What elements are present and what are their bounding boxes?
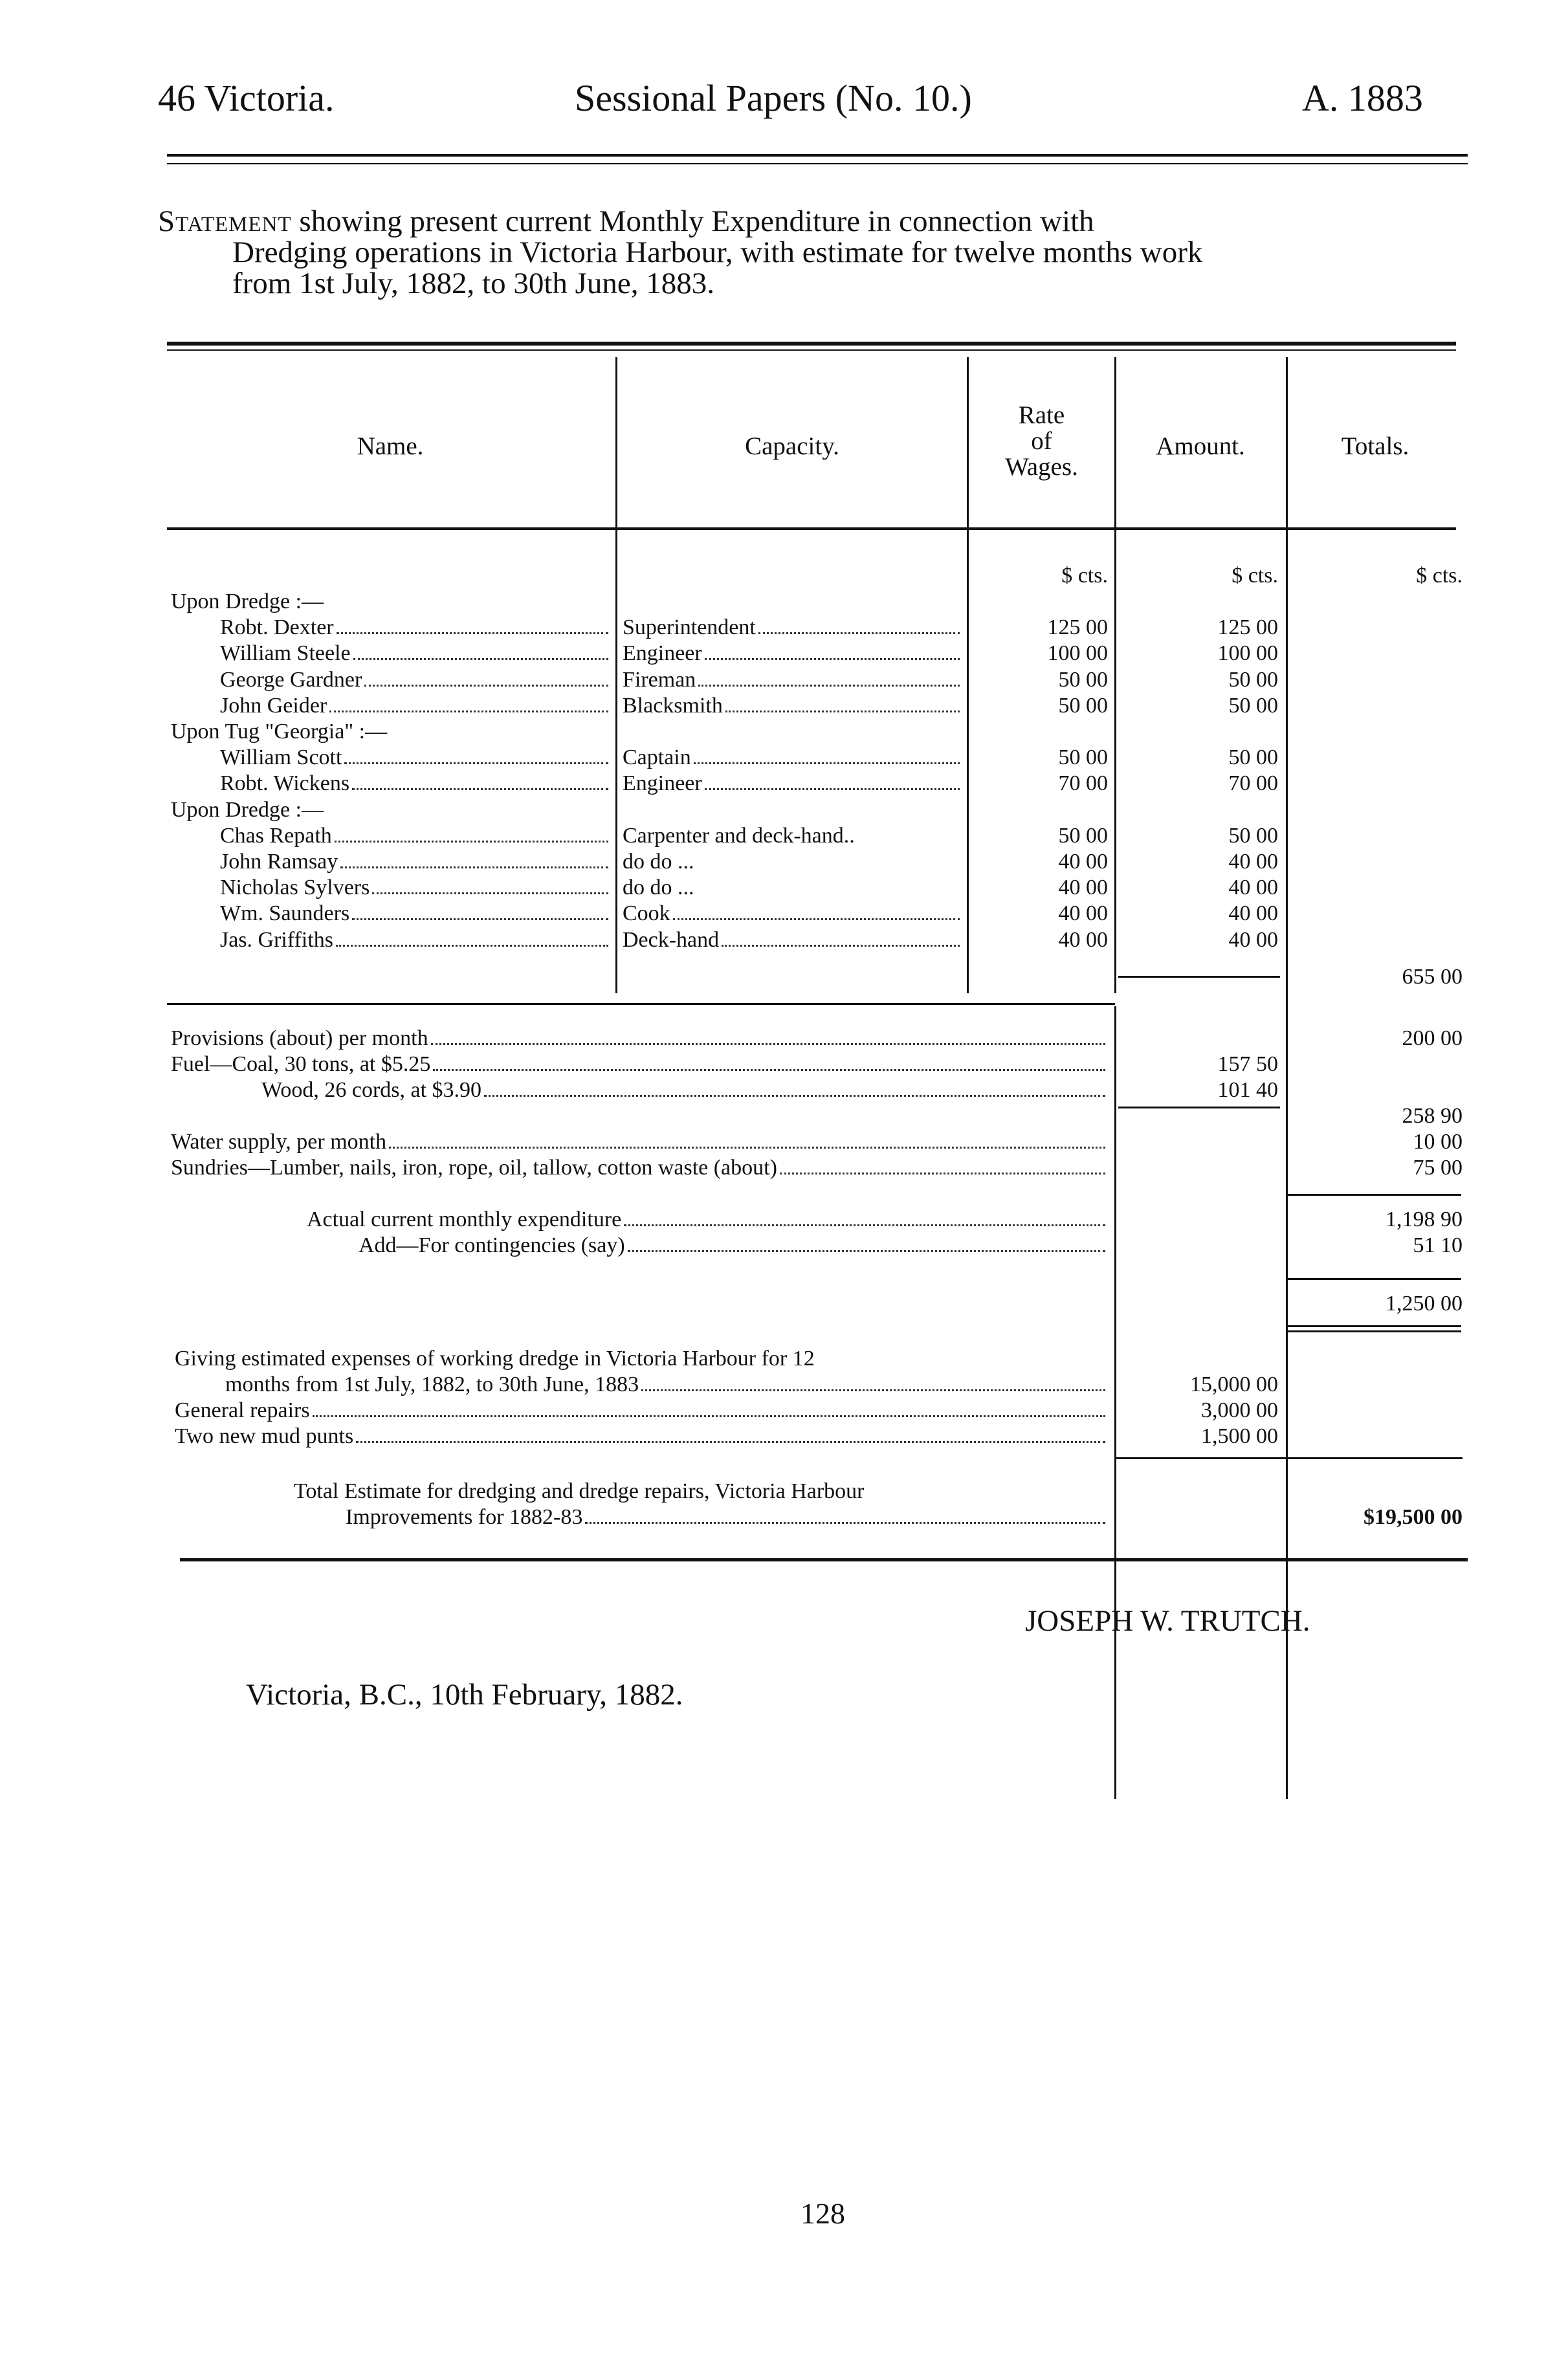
crew-section-rule [167, 1003, 1115, 1005]
crew-capacity-text: Carpenter and deck-hand.. [623, 824, 855, 848]
actual-label: Actual current monthly expenditure [307, 1207, 622, 1231]
repairs-label: General repairs [175, 1398, 310, 1422]
crew-rate-cell: 50 00 [1058, 668, 1108, 692]
totals-sub-rule-1 [1288, 1194, 1461, 1196]
crew-name-text: Nicholas Sylvers [220, 876, 370, 899]
crew-name-text: Upon Dredge :— [171, 589, 324, 613]
estimate-line2-row [225, 1372, 1108, 1398]
crew-amount-cell: 40 00 [1228, 928, 1278, 952]
crew-capacity-text: Deck-hand [623, 928, 720, 952]
crew-total: 655 00 [1402, 965, 1463, 989]
crew-amount-cell: 40 00 [1228, 850, 1278, 874]
heading-rule [167, 527, 1456, 530]
crew-amount-cell: 50 00 [1228, 824, 1278, 848]
statement-lead-word: Statement [158, 204, 292, 238]
crew-capacity-cell [623, 849, 962, 875]
signature: JOSEPH W. TRUTCH. [1025, 1604, 1310, 1638]
grand-line2-row [346, 1504, 1108, 1530]
totals-units: $ cts. [1416, 564, 1463, 588]
crew-capacity-cell [623, 771, 962, 797]
water-label: Water supply, per month [171, 1130, 387, 1154]
crew-capacity-text: do do ... [623, 876, 694, 899]
crew-rate-cell: 50 00 [1058, 745, 1108, 769]
crew-name-text: Upon Tug "Georgia" :— [171, 720, 388, 744]
crew-amount-cell: 50 00 [1228, 668, 1278, 692]
crew-group-heading [171, 797, 611, 823]
table-top-rule [167, 342, 1456, 346]
crew-rate-cell: 70 00 [1058, 771, 1108, 795]
amount-sub-rule [1118, 976, 1280, 978]
crew-capacity-text: Engineer [623, 641, 702, 665]
crew-amount-cell: 40 00 [1228, 901, 1278, 925]
statement-title [158, 206, 1459, 299]
crew-name-text: George Gardner [220, 668, 362, 692]
crew-amount-cell: 50 00 [1228, 745, 1278, 769]
crew-name-cell [220, 667, 611, 693]
col-divider-name-capacity [615, 357, 617, 993]
col-capacity-heading: Capacity. [745, 432, 839, 460]
crew-name-text: Upon Dredge :— [171, 798, 324, 822]
crew-name-text: Jas. Griffiths [220, 928, 334, 952]
col-amount-heading: Amount. [1156, 432, 1245, 460]
statement-line1: showing present current Monthly Expenditure in connection with [299, 204, 1094, 238]
crew-name-text: Wm. Saunders [220, 901, 350, 925]
crew-name-cell [220, 927, 611, 953]
header-rule [167, 154, 1468, 157]
grand-line2: Improvements for 1882-83 [346, 1505, 583, 1529]
crew-rate-cell: 40 00 [1058, 876, 1108, 899]
sundries-total: 75 00 [1413, 1156, 1463, 1180]
sundries-label: Sundries—Lumber, nails, iron, rope, oil, tallow, cotton waste (about) [171, 1156, 777, 1180]
crew-amount-cell: 100 00 [1217, 641, 1278, 665]
header-year: A. 1883 [1302, 77, 1423, 119]
header-rule-thin [167, 163, 1468, 164]
table-top-rule-thin [167, 349, 1456, 351]
crew-name-cell [220, 641, 611, 667]
fuel-wood-row [261, 1077, 1108, 1103]
page-number: 128 [801, 2197, 845, 2230]
actual-row [307, 1207, 1108, 1233]
col-divider-amount-totals [1286, 357, 1288, 1799]
fuel-coal-row [171, 1052, 1108, 1077]
col-name-heading: Name. [357, 432, 424, 460]
col-totals-heading: Totals. [1341, 432, 1409, 460]
punts-amount: 1,500 00 [1201, 1424, 1278, 1448]
crew-rate-cell: 50 00 [1058, 694, 1108, 718]
totals-double-rule-a [1288, 1325, 1461, 1327]
sundries-row [171, 1155, 1108, 1181]
crew-capacity-cell [623, 901, 962, 927]
totals-sub-rule-2 [1288, 1278, 1461, 1280]
crew-capacity-cell [623, 875, 962, 901]
estimate-line2: months from 1st July, 1882, to 30th June, 1883 [225, 1372, 639, 1396]
rate-units: $ cts. [1061, 564, 1108, 588]
table-bottom-rule [180, 1558, 1468, 1561]
crew-amount-cell: 70 00 [1228, 771, 1278, 795]
crew-name-cell [220, 901, 611, 927]
crew-name-cell [220, 771, 611, 797]
col-divider-amount-left-lower [1114, 1006, 1116, 1799]
crew-capacity-cell [623, 615, 962, 641]
header-series: Sessional Papers (No. 10.) [575, 77, 972, 119]
contingencies-label: Add—For contingencies (say) [359, 1233, 625, 1257]
fuel-total: 258 90 [1402, 1104, 1463, 1128]
col-rate-heading [969, 402, 1114, 480]
actual-total: 1,198 90 [1386, 1207, 1463, 1231]
monthly-total: 1,250 00 [1386, 1292, 1463, 1316]
crew-rate-cell: 100 00 [1047, 641, 1108, 665]
totals-double-rule-b [1288, 1330, 1461, 1332]
crew-name-text: William Scott [220, 745, 342, 769]
water-row [171, 1129, 1108, 1155]
fuel-coal-label: Fuel—Coal, 30 tons, at $5.25 [171, 1052, 431, 1076]
fuel-coal-amount: 157 50 [1217, 1052, 1278, 1076]
crew-name-cell [220, 615, 611, 641]
crew-name-text: Robt. Wickens [220, 771, 350, 795]
crew-name-cell [220, 745, 611, 771]
crew-rate-cell: 40 00 [1058, 928, 1108, 952]
fuel-sub-rule [1118, 1107, 1280, 1108]
provisions-total: 200 00 [1402, 1026, 1463, 1050]
punts-row [175, 1424, 1108, 1449]
col-rate-heading-line1: Rate [1018, 401, 1065, 429]
crew-rate-cell: 50 00 [1058, 824, 1108, 848]
crew-capacity-cell [623, 823, 962, 849]
grand-top-rule [1116, 1457, 1463, 1459]
repairs-row [175, 1398, 1108, 1424]
crew-name-cell [220, 823, 611, 849]
grand-line1: Total Estimate for dredging and dredge repairs, Victoria Harbour [294, 1479, 865, 1503]
crew-name-text: Chas Repath [220, 824, 332, 848]
fuel-wood-label: Wood, 26 cords, at $3.90 [261, 1078, 482, 1102]
place-date: Victoria, B.C., 10th February, 1882. [246, 1678, 683, 1712]
grand-total: $19,500 00 [1364, 1505, 1463, 1529]
fuel-wood-amount: 101 40 [1217, 1078, 1278, 1102]
crew-capacity-cell [623, 667, 962, 693]
crew-capacity-text: Blacksmith [623, 694, 723, 718]
statement-line2: Dredging operations in Victoria Harbour, with estimate for twelve months work [232, 236, 1203, 269]
crew-name-cell [220, 875, 611, 901]
crew-capacity-cell [623, 745, 962, 771]
statement-line3: from 1st July, 1882, to 30th June, 1883. [232, 267, 715, 300]
provisions-label: Provisions (about) per month [171, 1026, 428, 1050]
crew-rate-cell: 40 00 [1058, 901, 1108, 925]
crew-capacity-cell [623, 693, 962, 719]
punts-label: Two new mud punts [175, 1424, 354, 1448]
crew-group-heading [171, 719, 611, 745]
crew-capacity-text: Superintendent [623, 615, 756, 639]
crew-group-heading [171, 589, 611, 615]
crew-capacity-cell [623, 641, 962, 667]
crew-capacity-text: Engineer [623, 771, 702, 795]
amount-units: $ cts. [1231, 564, 1278, 588]
estimate-amount: 15,000 00 [1190, 1372, 1278, 1396]
crew-rate-cell: 40 00 [1058, 850, 1108, 874]
crew-capacity-text: do do ... [623, 850, 694, 874]
crew-name-cell [220, 693, 611, 719]
col-divider-capacity-rate [967, 357, 969, 993]
repairs-amount: 3,000 00 [1201, 1398, 1278, 1422]
crew-name-cell [220, 849, 611, 875]
crew-capacity-cell [623, 927, 962, 953]
crew-name-text: Robt. Dexter [220, 615, 334, 639]
col-rate-heading-line2: of [1031, 427, 1052, 455]
contingencies-total: 51 10 [1413, 1233, 1463, 1257]
estimate-line1: Giving estimated expenses of working dredge in Victoria Harbour for 12 [175, 1347, 815, 1371]
crew-amount-cell: 40 00 [1228, 876, 1278, 899]
crew-name-text: John Geider [220, 694, 327, 718]
contingencies-row [359, 1233, 1108, 1259]
crew-capacity-text: Captain [623, 745, 691, 769]
crew-capacity-text: Cook [623, 901, 670, 925]
crew-rate-cell: 125 00 [1047, 615, 1108, 639]
water-total: 10 00 [1413, 1130, 1463, 1154]
col-rate-heading-line3: Wages. [1005, 453, 1078, 481]
provisions-row [171, 1026, 1108, 1052]
header-volume: 46 Victoria. [158, 77, 335, 119]
crew-amount-cell: 50 00 [1228, 694, 1278, 718]
crew-name-text: William Steele [220, 641, 351, 665]
crew-amount-cell: 125 00 [1217, 615, 1278, 639]
crew-name-text: John Ramsay [220, 850, 338, 874]
col-divider-rate-amount [1114, 357, 1116, 993]
crew-capacity-text: Fireman [623, 668, 696, 692]
